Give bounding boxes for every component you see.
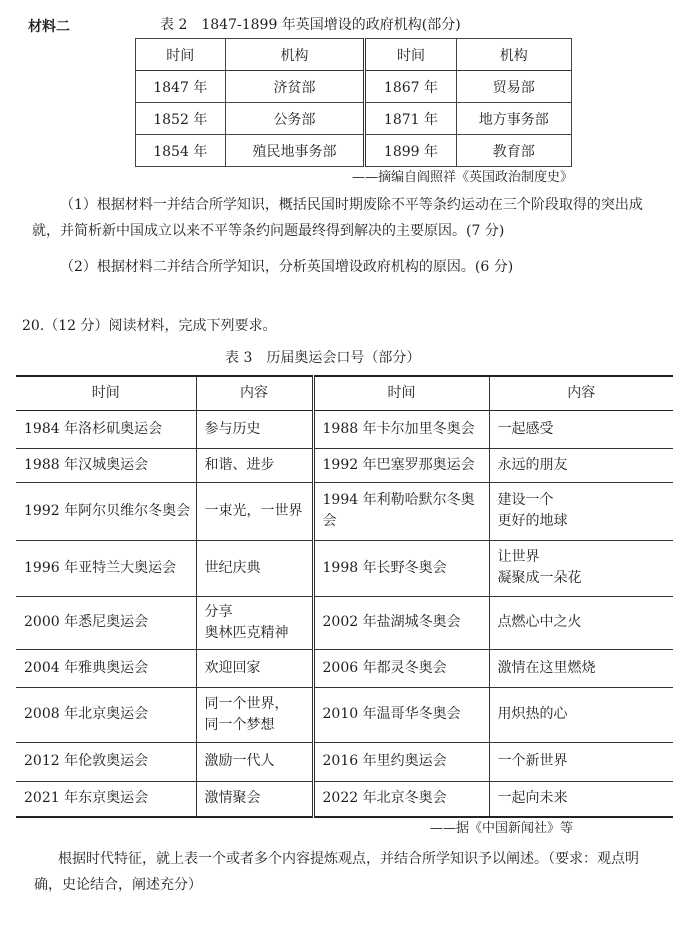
header-cell: 时间 xyxy=(136,39,226,71)
table-row xyxy=(16,781,673,817)
table-row xyxy=(16,410,673,448)
table-cell: 参与历史 xyxy=(196,410,313,448)
table-cell: 2006 年都灵冬奥会 xyxy=(313,649,489,687)
header-cell: 内容 xyxy=(489,376,673,410)
table-cell: 1992 年巴塞罗那奥运会 xyxy=(313,448,489,482)
table-row xyxy=(16,687,673,742)
table-cell: 同一个世界， 同一个梦想 xyxy=(196,687,313,742)
table-header-row xyxy=(16,376,673,410)
table-cell: 点燃心中之火 xyxy=(489,596,673,649)
table-row xyxy=(16,448,673,482)
table-cell: 1996 年亚特兰大奥运会 xyxy=(16,540,196,596)
table-cell: 2004 年雅典奥运会 xyxy=(16,649,196,687)
header-cell: 内容 xyxy=(196,376,313,410)
table-cell: 2012 年伦敦奥运会 xyxy=(16,742,196,781)
table-cell: 殖民地事务部 xyxy=(225,135,365,167)
question-20-task: 根据时代特征，就上表一个或者多个内容提炼观点，并结合所学知识予以阐述。（要求：观点明确，史论结合，阐述充分） xyxy=(34,851,639,893)
table-cell: 1867 年 xyxy=(365,71,456,103)
table-row xyxy=(136,135,572,167)
table-cell: 2022 年北京冬奥会 xyxy=(313,781,489,817)
table-row xyxy=(16,742,673,781)
header-cell: 时间 xyxy=(365,39,456,71)
table-cell: 一个新世界 xyxy=(489,742,673,781)
table-cell: 让世界 凝聚成一朵花 xyxy=(489,540,673,596)
table3-caption: 表 3 历届奥运会口号（部分） xyxy=(225,350,421,366)
table-cell: 激情聚会 xyxy=(196,781,313,817)
table-row xyxy=(16,596,673,649)
table-cell: 建设一个 更好的地球 xyxy=(489,482,673,540)
header-cell: 机构 xyxy=(225,39,365,71)
table-cell: 1852 年 xyxy=(136,103,226,135)
table-cell: 世纪庆典 xyxy=(196,540,313,596)
table-cell: 一起向未来 xyxy=(489,781,673,817)
material2-label: 材料二 xyxy=(28,19,70,35)
table-cell: 分享 奥林匹克精神 xyxy=(196,596,313,649)
table-cell: 和谐、进步 xyxy=(196,448,313,482)
table-cell: 一束光，一世界 xyxy=(196,482,313,540)
header-cell: 机构 xyxy=(456,39,571,71)
table-cell: 教育部 xyxy=(456,135,571,167)
table-cell: 一起感受 xyxy=(489,410,673,448)
table2 xyxy=(135,38,572,167)
header-cell: 时间 xyxy=(313,376,489,410)
table2-source: ——摘编自阎照祥《英国政治制度史》 xyxy=(351,170,573,185)
table-cell: 1847 年 xyxy=(136,71,226,103)
table3-source: ——据《中国新闻社》等 xyxy=(429,821,573,836)
table-header-row xyxy=(136,39,572,71)
table-cell: 1871 年 xyxy=(365,103,456,135)
table3 xyxy=(16,375,673,818)
table-cell: 永远的朋友 xyxy=(489,448,673,482)
table-cell: 2021 年东京奥运会 xyxy=(16,781,196,817)
question-20-intro: 20.（12 分）阅读材料，完成下列要求。 xyxy=(22,318,277,334)
table-cell: 1899 年 xyxy=(365,135,456,167)
table-cell: 2008 年北京奥运会 xyxy=(16,687,196,742)
table-cell: 激励一代人 xyxy=(196,742,313,781)
table-cell: 1854 年 xyxy=(136,135,226,167)
table-cell: 贸易部 xyxy=(456,71,571,103)
table-cell: 1998 年长野冬奥会 xyxy=(313,540,489,596)
question-1: （1）根据材料一并结合所学知识，概括民国时期废除不平等条约运动在三个阶段取得的突出成就，并简析新中国成立以来不平等条约问题最终得到解决的主要原因。(7 分) xyxy=(32,197,643,239)
table-cell: 激情在这里燃烧 xyxy=(489,649,673,687)
table-cell: 1988 年卡尔加里冬奥会 xyxy=(313,410,489,448)
table-cell: 2010 年温哥华冬奥会 xyxy=(313,687,489,742)
table-row xyxy=(16,649,673,687)
table2-caption: 表 2 1847-1899 年英国增设的政府机构(部分) xyxy=(160,17,461,33)
table-row xyxy=(16,482,673,540)
table-cell: 1994 年利勒哈默尔冬奥会 xyxy=(313,482,489,540)
table-cell: 2002 年盐湖城冬奥会 xyxy=(313,596,489,649)
table-cell: 1988 年汉城奥运会 xyxy=(16,448,196,482)
table-cell: 地方事务部 xyxy=(456,103,571,135)
table-row xyxy=(136,103,572,135)
table-cell: 1984 年洛杉矶奥运会 xyxy=(16,410,196,448)
table-row xyxy=(136,71,572,103)
table-cell: 1992 年阿尔贝维尔冬奥会 xyxy=(16,482,196,540)
table-cell: 用炽热的心 xyxy=(489,687,673,742)
table-cell: 济贫部 xyxy=(225,71,365,103)
table-row xyxy=(16,540,673,596)
header-cell: 时间 xyxy=(16,376,196,410)
table-cell: 欢迎回家 xyxy=(196,649,313,687)
table-cell: 2000 年悉尼奥运会 xyxy=(16,596,196,649)
question-2: （2）根据材料二并结合所学知识，分析英国增设政府机构的原因。(6 分) xyxy=(60,259,514,275)
table-cell: 2016 年里约奥运会 xyxy=(313,742,489,781)
table-cell: 公务部 xyxy=(225,103,365,135)
